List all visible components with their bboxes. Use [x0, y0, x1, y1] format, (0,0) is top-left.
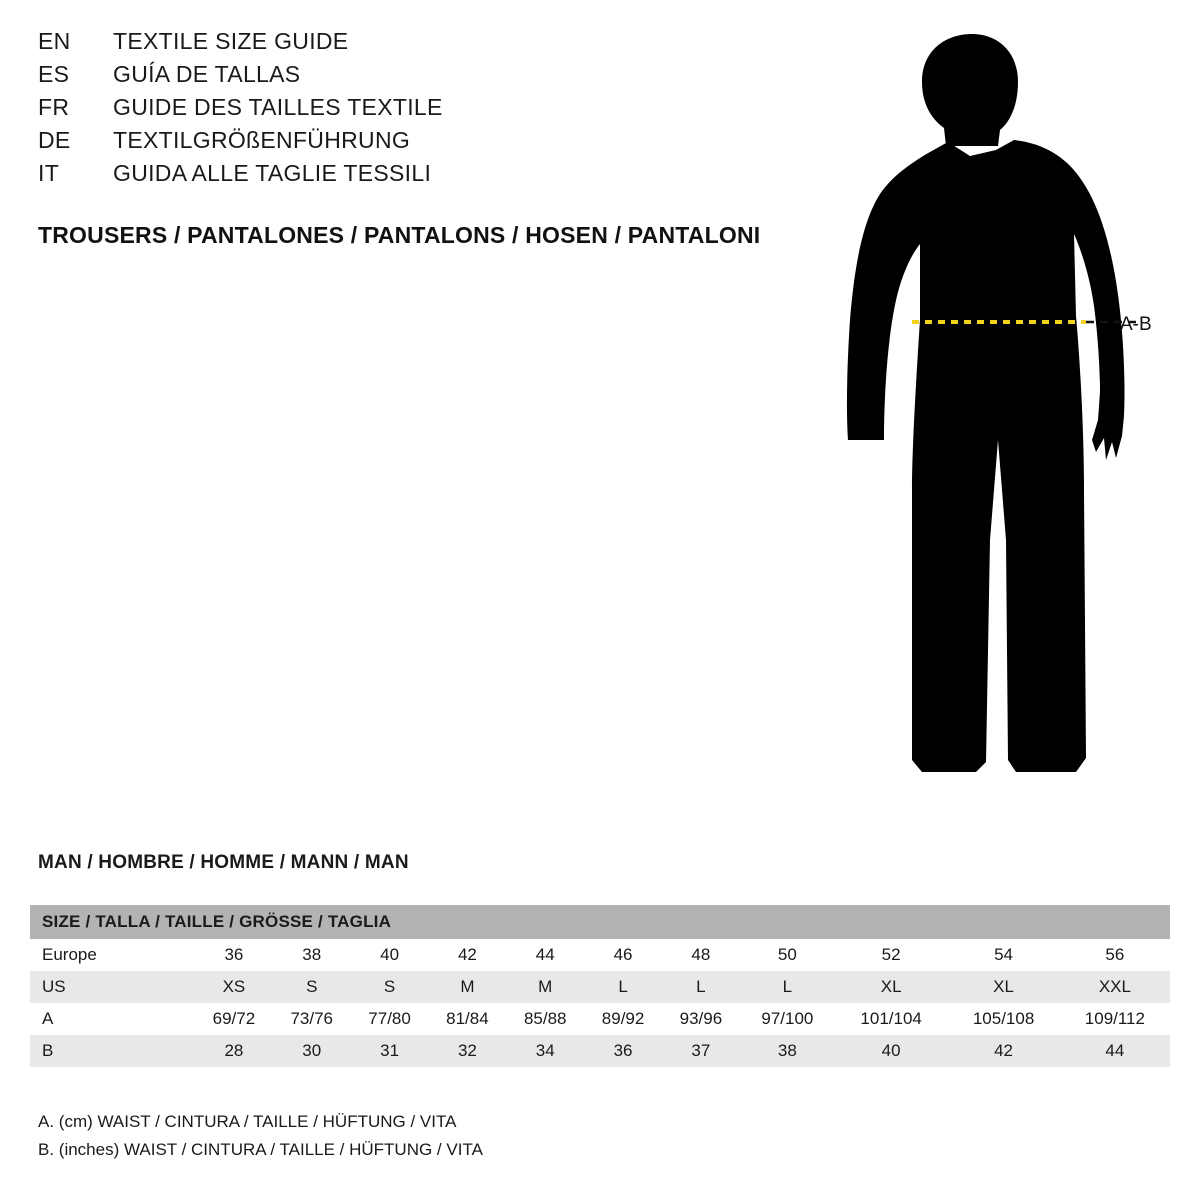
table-cell: 85/88 [523, 1009, 567, 1028]
language-row [38, 160, 798, 193]
language-list [38, 28, 798, 193]
man-section-title: MAN / HOMBRE / HOMME / MANN / MAN [38, 852, 409, 873]
row-label: A [42, 1009, 54, 1028]
table-cell: 48 [691, 945, 711, 964]
table-cell: 89/92 [601, 1009, 645, 1028]
table-cell: S [383, 977, 396, 996]
table-cell: 81/84 [446, 1009, 489, 1028]
language-row [38, 94, 798, 127]
language-row [38, 28, 798, 61]
table-cell: L [696, 977, 706, 996]
row-label: Europe [42, 945, 97, 964]
table-row [30, 939, 1170, 971]
note-b: B. (inches) WAIST / CINTURA / TAILLE / HÜFTUNG / VITA [38, 1140, 483, 1159]
table-cell: 52 [881, 945, 901, 964]
table-cell: 34 [535, 1041, 555, 1060]
table-cell: XXL [1098, 977, 1131, 996]
language-row [38, 61, 798, 94]
man-silhouette [847, 34, 1125, 772]
table-cell: 40 [881, 1041, 901, 1060]
table-cell: M [460, 977, 475, 996]
table-cell: 46 [613, 945, 633, 964]
table-cell: XS [222, 977, 246, 996]
table-cell: L [618, 977, 628, 996]
table-cell: 30 [302, 1041, 322, 1060]
row-label: US [42, 977, 66, 996]
row-label: B [42, 1041, 54, 1060]
table-cell: 93/96 [679, 1009, 723, 1028]
table-cell: 77/80 [368, 1009, 411, 1028]
language-code: EN [38, 28, 71, 54]
garment-type-title: TROUSERS / PANTALONES / PANTALONS / HOSEN / PANTALONI [38, 222, 761, 248]
table-cell: 44 [535, 945, 555, 964]
table-cell: 36 [224, 945, 244, 964]
table-cell: 42 [994, 1041, 1014, 1060]
table-cell: 28 [224, 1041, 244, 1060]
table-head [30, 905, 1170, 939]
table-cell: 31 [380, 1041, 400, 1060]
table-body [30, 939, 1170, 1067]
language-text: GUIDE DES TAILLES TEXTILE [113, 94, 443, 120]
table-cell: 69/72 [212, 1009, 256, 1028]
language-row [38, 127, 798, 160]
language-code: DE [38, 127, 71, 153]
table-cell: L [782, 977, 793, 996]
language-code: ES [38, 61, 70, 87]
size-table [30, 905, 1170, 1067]
language-text: GUIDA ALLE TAGLIE TESSILI [113, 160, 432, 186]
measurement-label-ab: A-B [1120, 314, 1152, 335]
table-row [30, 971, 1170, 1003]
table-header-cell: SIZE / TALLA / TAILLE / GRÖSSE / TAGLIA [30, 905, 1170, 939]
table-cell: 44 [1105, 1041, 1125, 1060]
table-cell: 36 [613, 1041, 633, 1060]
table-cell: 42 [457, 945, 477, 964]
measurement-notes [38, 1108, 483, 1164]
table-row [30, 1003, 1170, 1035]
table-cell: 101/104 [860, 1009, 922, 1028]
table-cell: 97/100 [761, 1009, 814, 1028]
table-cell: 38 [777, 1041, 797, 1060]
language-code: IT [38, 160, 60, 186]
table-cell: S [306, 977, 318, 996]
table-cell: 40 [380, 945, 400, 964]
language-code: FR [38, 94, 70, 120]
table-header-row [30, 905, 1170, 939]
language-text: GUÍA DE TALLAS [113, 61, 301, 87]
table-cell: 54 [994, 945, 1014, 964]
table-cell: 56 [1105, 945, 1125, 964]
table-cell: XL [993, 977, 1014, 996]
language-text: TEXTILE SIZE GUIDE [113, 28, 349, 54]
table-cell: M [538, 977, 553, 996]
language-text: TEXTILGRÖßENFÜHRUNG [113, 127, 411, 153]
male-figure-illustration [800, 20, 1200, 810]
table-cell: 73/76 [290, 1009, 334, 1028]
table-cell: 109/112 [1084, 1009, 1145, 1028]
table-cell: 37 [691, 1041, 711, 1060]
table-cell: XL [880, 977, 902, 996]
note-a: A. (cm) WAIST / CINTURA / TAILLE / HÜFTUNG / VITA [38, 1112, 457, 1131]
table-cell: 105/108 [972, 1009, 1035, 1028]
table-cell: 32 [457, 1041, 477, 1060]
table-row [30, 1035, 1170, 1067]
table-cell: 38 [302, 945, 322, 964]
table-cell: 50 [777, 945, 797, 964]
